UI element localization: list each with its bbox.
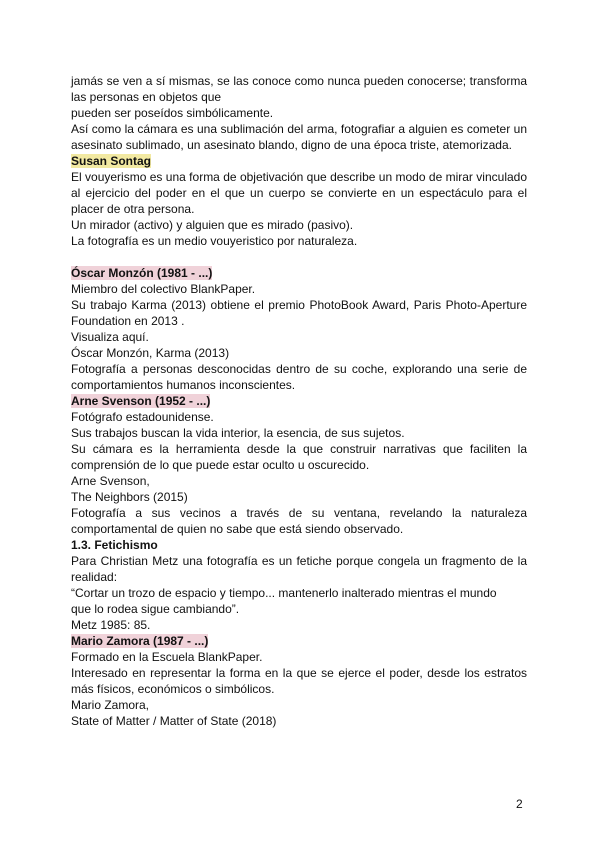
paragraph: La fotografía es un medio vouyeristico por naturaleza. xyxy=(71,234,358,248)
paragraph: Óscar Monzón, Karma (2013) xyxy=(71,346,230,360)
paragraph: Así como la cámara es una sublimación del arma, fotografiar a alguien es cometer un asesinato sublimado, un asesinato blando, digno de una época triste, atemorizada. xyxy=(71,122,527,152)
paragraph: Interesado en representar la forma en la que se ejerce el poder, desde los estratos más físicos, económicos o simbólicos. xyxy=(71,666,527,696)
section-heading-fetichismo: 1.3. Fetichismo xyxy=(71,538,158,552)
paragraph: Fotógrafo estadounidense. xyxy=(71,410,214,424)
document-body xyxy=(71,73,527,729)
visualize-link[interactable]: Visualiza aquí. xyxy=(71,330,149,344)
paragraph: Para Christian Metz una fotografía es un fetiche porque congela un fragmento de la realidad: xyxy=(71,554,527,584)
quote-line: que lo rodea sigue cambiando”. xyxy=(71,602,240,616)
paragraph: Arne Svenson, xyxy=(71,474,150,488)
paragraph: Un mirador (activo) y alguien que es mirado (pasivo). xyxy=(71,218,354,232)
paragraph: jamás se ven a sí mismas, se las conoce como nunca pueden conocerse; transforma las personas en objetos que xyxy=(71,74,527,104)
paragraph: Fotografía a sus vecinos a través de su ventana, revelando la naturaleza comportamental de quien no sabe que está siendo observado. xyxy=(71,506,527,536)
author-heading-sontag: Susan Sontag xyxy=(71,154,152,168)
author-heading-zamora: Mario Zamora (1987 - ...) xyxy=(71,634,209,648)
paragraph: Fotografía a personas desconocidas dentro de su coche, explorando una serie de comportamientos humanos inconscientes. xyxy=(71,362,527,392)
paragraph: Miembro del colectivo BlankPaper. xyxy=(71,282,256,296)
paragraph: Formado en la Escuela BlankPaper. xyxy=(71,650,263,664)
paragraph: Su cámara es la herramienta desde la que construir narrativas que faciliten la comprensión de lo que puede estar oculto u oscurecido. xyxy=(71,442,527,472)
paragraph: The Neighbors (2015) xyxy=(71,490,188,504)
paragraph: Su trabajo Karma (2013) obtiene el premio PhotoBook Award, Paris Photo-Aperture Foundation en 2013 . xyxy=(71,298,527,328)
author-heading-svenson: Arne Svenson (1952 - ...) xyxy=(71,394,211,408)
author-heading-monzon: Óscar Monzón (1981 - ...) xyxy=(71,266,213,280)
paragraph: Sus trabajos buscan la vida interior, la esencia, de sus sujetos. xyxy=(71,426,405,440)
paragraph: pueden ser poseídos simbólicamente. xyxy=(71,106,274,120)
paragraph: Mario Zamora, xyxy=(71,698,150,712)
paragraph: El vouyerismo es una forma de objetivación que describe un modo de mirar vinculado al ejercicio del poder en el que un cuerpo se convierte en un espectáculo para el placer de otra persona. xyxy=(71,170,527,216)
paragraph: State of Matter / Matter of State (2018) xyxy=(71,714,277,728)
quote-line: “Cortar un trozo de espacio y tiempo... mantenerlo inalterado mientras el mundo xyxy=(71,586,497,600)
page-number: 2 xyxy=(516,797,523,811)
citation: Metz 1985: 85. xyxy=(71,618,151,632)
